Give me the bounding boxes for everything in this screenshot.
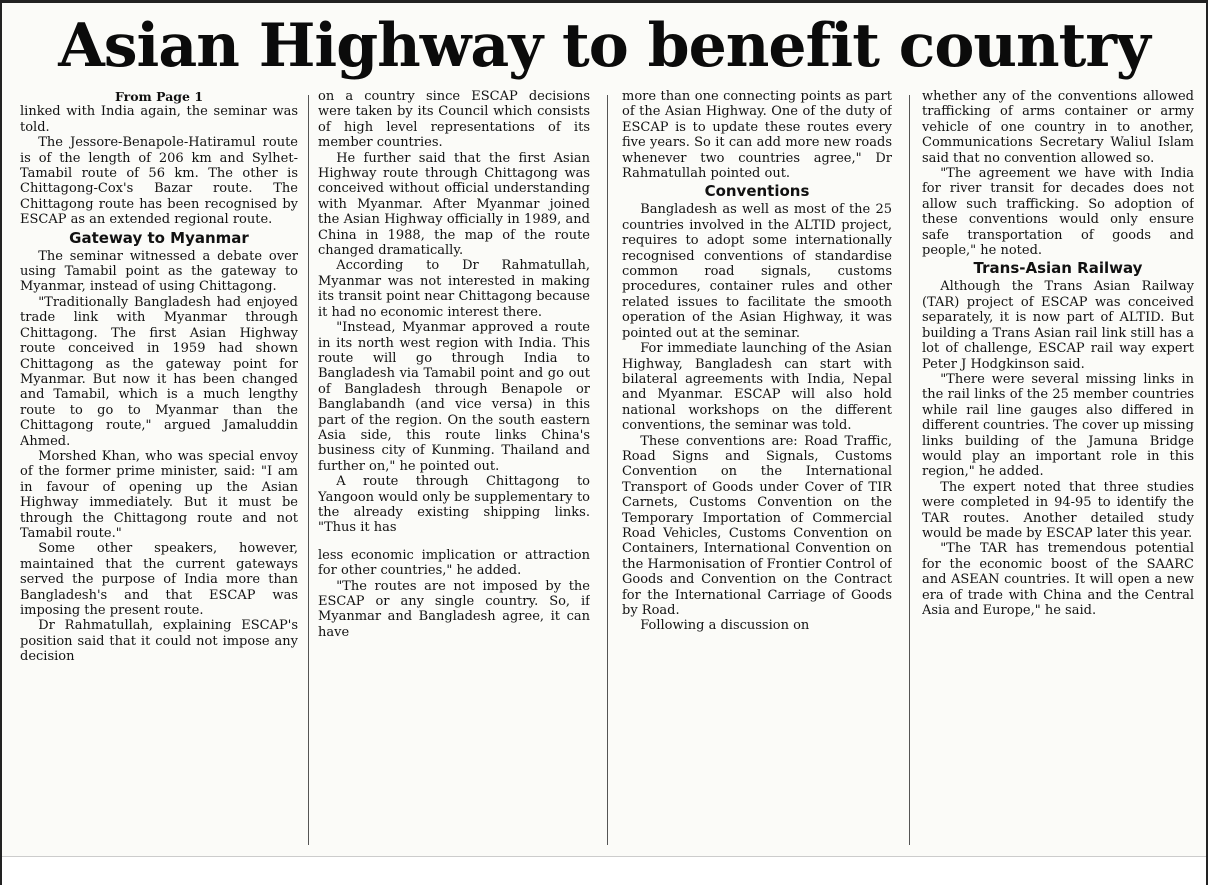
- column-2: [318, 89, 590, 885]
- paragraph: According to Dr Rahmatullah, Myanmar was not interested in making its transit point near Chittagong because it had no economic interest there.: [318, 258, 590, 320]
- paragraph: Some other speakers, however, maintained that the current gateways served the purpose of India more than Bangladesh's and that ESCAP was imposing the present route.: [20, 541, 298, 618]
- paragraph: The Jessore-Benapole-Hatiramul route is of the length of 206 km and Sylhet-Tamabil route of 56 km. The other is Chittagong-Cox's Bazar route. The Chittagong route has been recognised by ESCAP as an extended regional route.: [20, 135, 298, 228]
- clipping-bottom-margin: [2, 856, 1206, 885]
- paragraph: These conventions are: Road Traffic, Road Signs and Signals, Customs Convention on the International Transport of Goods under Cover of TIR Carnets, Customs Convention on the Temporary Importation of Commercial Road Vehicles, Customs Convention on Containers, International Convention on the Harmonisation of Frontier Control of Goods and Convention on the Contract for the International Carriage of Goods by Road.: [622, 433, 892, 618]
- paragraph: For immediate launching of the Asian Highway, Bangladesh can start with bilateral agreements with India, Nepal and Myanmar. ESCAP will also hold national workshops on the different conventions, the seminar was told.: [622, 341, 892, 434]
- paragraph: Following a discussion on: [640, 618, 810, 634]
- headline: Asian Highway to benefit country: [58, 11, 1150, 81]
- paragraph: on a country since ESCAP decisions were taken by its Council which consists of high level representations of its member countries.: [318, 89, 590, 151]
- paragraph: Although the Trans Asian Railway (TAR) project of ESCAP was conceived separately, it is now part of ALTID. But building a Trans Asian rail link still has a lot of challenge, ESCAP rail way expert Peter J Hodgkinson said.: [922, 279, 1194, 372]
- paragraph: whether any of the conventions allowed trafficking of arms container or army vehicle of one country in to another, Communications Secretary Waliul Islam said that no convention allowed so.: [922, 89, 1194, 166]
- article-body: [2, 89, 1206, 885]
- paragraph: more than one connecting points as part of the Asian Highway. One of the duty of ESCAP is to update these routes every five years. So it can add more new roads whenever two countries agree," Dr Rahmatullah pointed out.: [622, 89, 892, 182]
- paragraph: "The agreement we have with India for river transit for decades does not allow such trafficking. So adoption of these conventions would only ensure safe transportation of goods and people," he noted.: [922, 166, 1194, 259]
- paragraph: linked with India again, the seminar was told.: [20, 104, 298, 135]
- column-4: [922, 89, 1194, 885]
- column-divider: [607, 95, 608, 845]
- paragraph: "There were several missing links in the rail links of the 25 member countries while rail line gauges also differed in different countries. The cover up missing links building of the Jamuna Bridge would play an important role in this region," he added.: [922, 371, 1194, 480]
- paragraph: "Instead, Myanmar approved a route in its north west region with India. This route will go through India to Bangladesh via Tamabil point and go out of Bangladesh through Benapole or Banglabandh (and vice versa) in this part of the region. On the south eastern Asia side, this route links China's business city of Kunming. Thailand and further on," he pointed out.: [318, 320, 590, 474]
- paragraph: The expert noted that three studies were completed in 94-95 to identify the TAR routes. Another detailed study would be made by ESCAP later this year.: [922, 479, 1194, 541]
- continuation-kicker: From Page 1: [114, 89, 204, 104]
- paragraph: "Traditionally Bangladesh had enjoyed trade link with Myanmar through Chittagong. The first Asian Highway route conceived in 1959 had shown Chittagong as the gateway point for Myanmar. But now it has been changed and Tamabil, which is a much lengthy route to go to Myanmar than the Chittagong route," argued Jamaluddin Ahmed.: [20, 294, 298, 449]
- paragraph: Dr Rahmatullah, explaining ESCAP's position said that it could not impose any decision: [20, 618, 298, 665]
- paragraph: Morshed Khan, who was special envoy of the former prime minister, said: "I am in favour of opening up the Asian Highway immediately. But it must be through the Chittagong route and not Tamabil route.": [20, 448, 298, 541]
- paragraph: The seminar witnessed a debate over using Tamabil point as the gateway to Myanmar, instead of using Chittagong.: [20, 248, 298, 295]
- subhead-trans-asian-railway: Trans-Asian Railway: [973, 259, 1143, 278]
- paragraph: A route through Chittagong to Yangoon would only be supplementary to the already existing shipping links. "Thus it has: [318, 474, 590, 536]
- column-divider: [308, 95, 309, 845]
- column-divider: [909, 95, 910, 845]
- column-3: [622, 89, 892, 885]
- subhead-conventions: Conventions: [704, 182, 810, 201]
- paragraph: less economic implication or attraction for other countries," he added.: [318, 547, 590, 579]
- paragraph: "The routes are not imposed by the ESCAP or any single country. So, if Myanmar and Bangladesh agree, it can have: [318, 578, 590, 640]
- paragraph: He further said that the first Asian Highway route through Chittagong was conceived without official understanding with Myanmar. After Myanmar joined the Asian Highway officially in 1989, and China in 1988, the map of the route changed dramatically.: [318, 150, 590, 259]
- column-1: [20, 89, 298, 885]
- subhead-gateway-to-myanmar: Gateway to Myanmar: [69, 228, 249, 247]
- paragraph: Bangladesh as well as most of the 25 countries involved in the ALTID project, requires to adopt some internationally recognised conventions of standardise common road signals, customs procedures, container rules and other related issues to facilitate the smooth operation of the Asian Highway, it was pointed out at the seminar.: [622, 202, 892, 341]
- paragraph: "The TAR has tremendous potential for the economic boost of the SAARC and ASEAN countries. It will open a new era of trade with China and the Central Asia and Europe," he said.: [922, 541, 1194, 618]
